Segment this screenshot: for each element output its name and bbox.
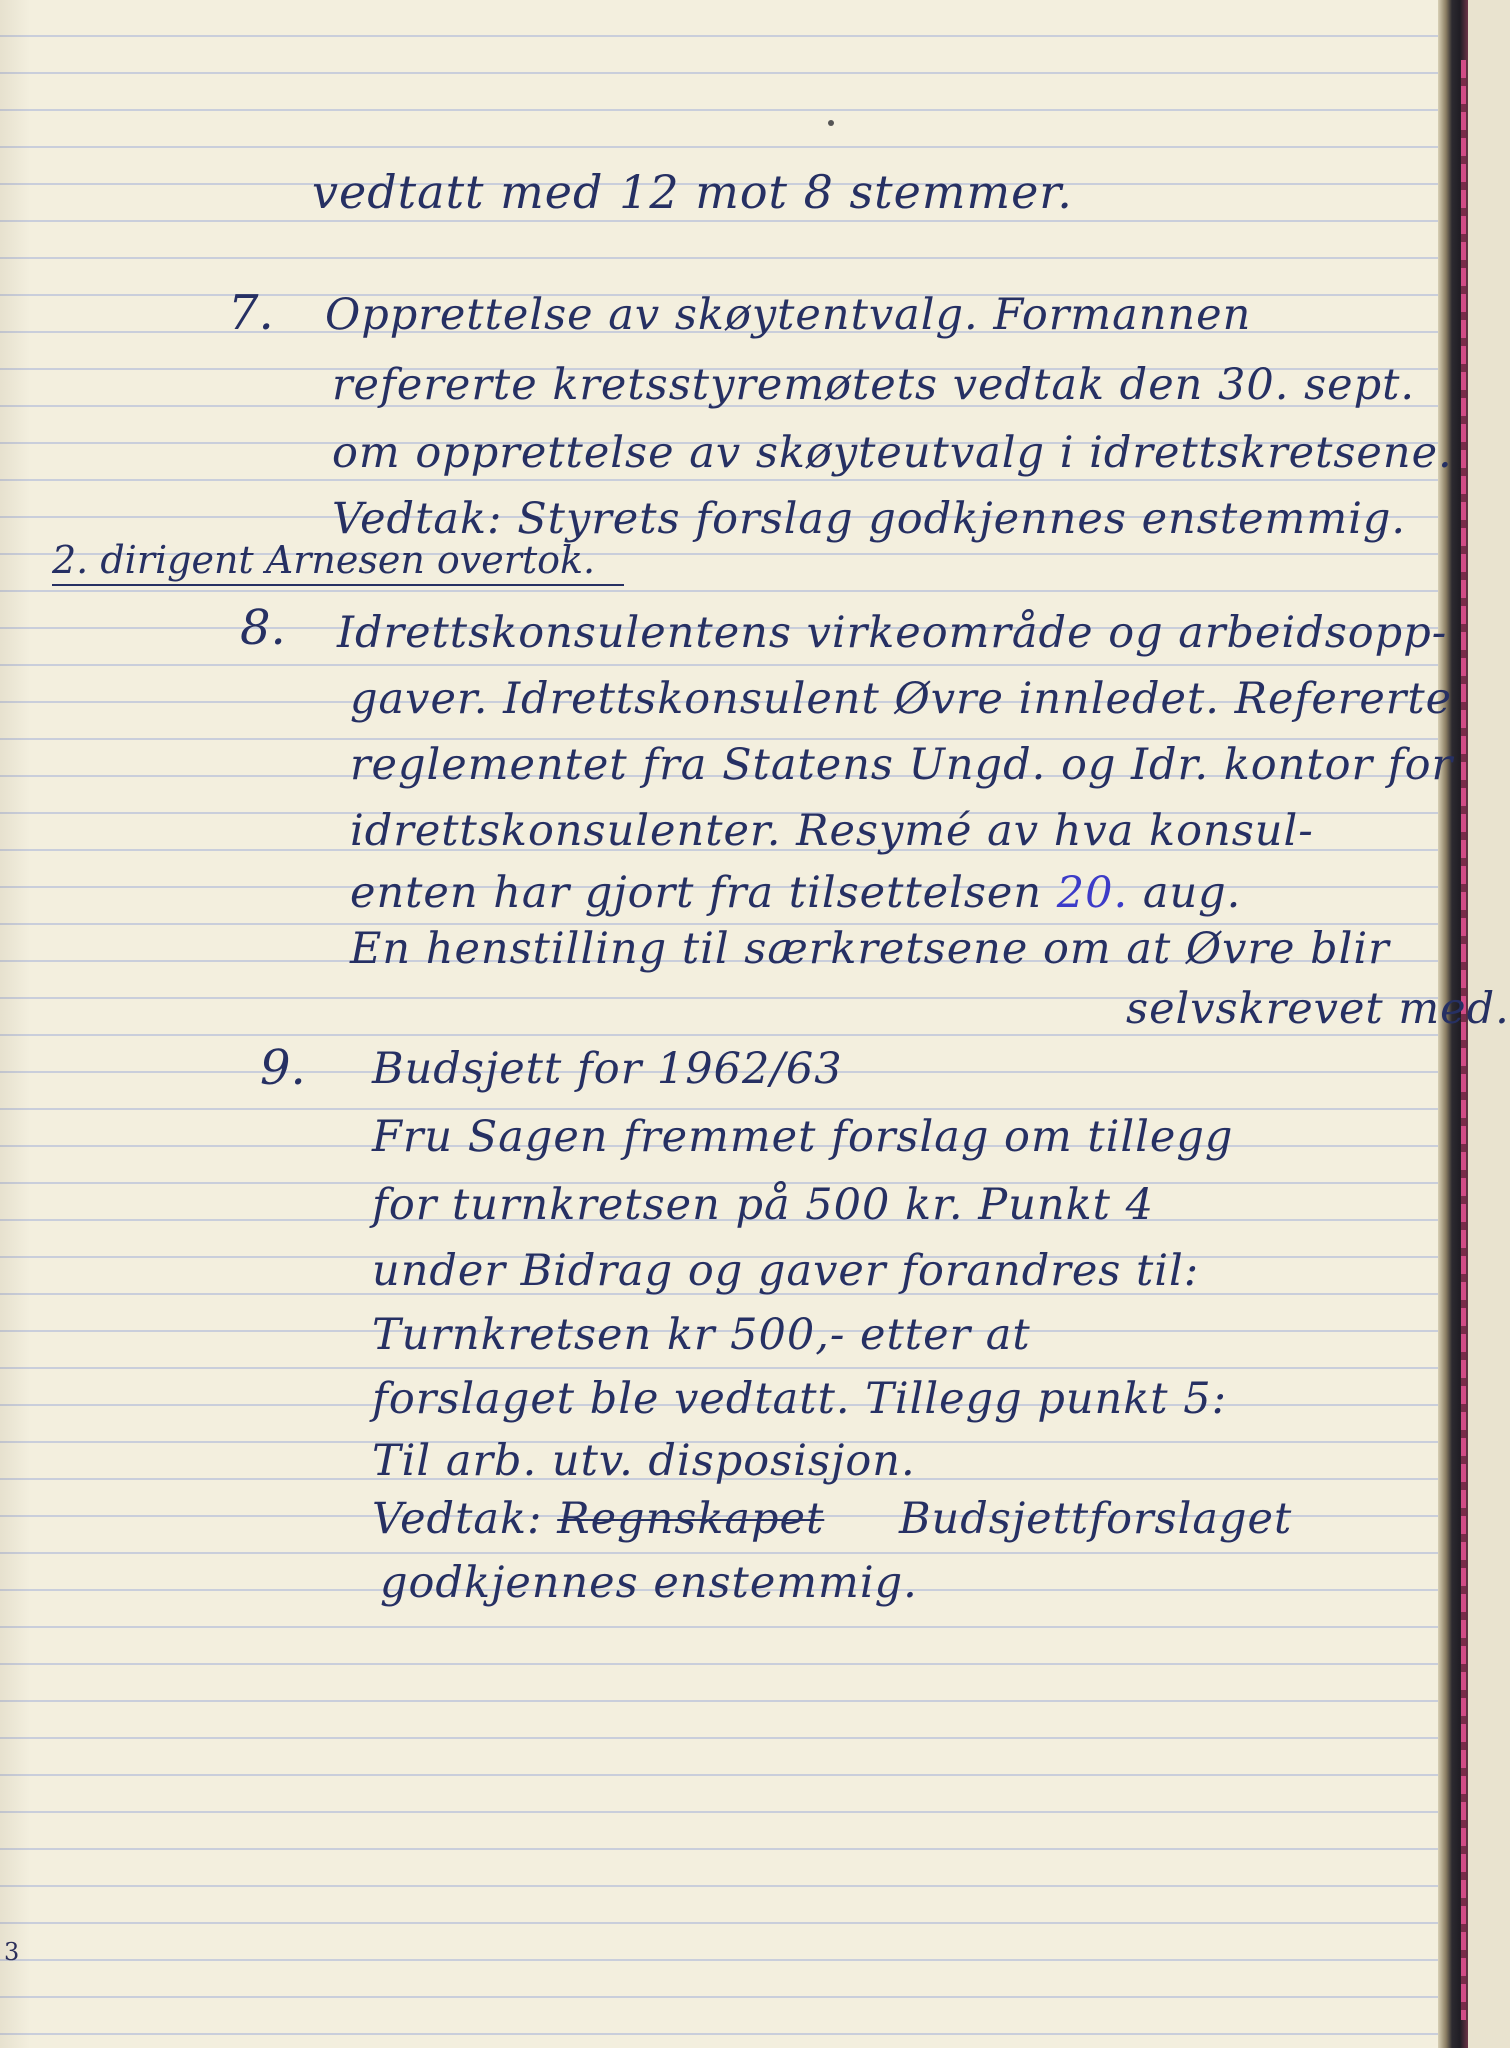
item7-line-2: refererte kretsstyremøtets vedtak den 30. sept. <box>332 360 1416 410</box>
margin-note-underline <box>52 584 624 586</box>
struck-word: Regnskapet <box>557 1494 825 1544</box>
item9-line-1: Budsjett for 1962/63 <box>372 1044 843 1094</box>
item8-number: 8. <box>240 600 286 656</box>
binding-edge <box>1461 60 1466 2020</box>
item7-line-4: Vedtak: Styrets forslag godkjennes enstemmig. <box>332 494 1407 544</box>
item9-line-4: under Bidrag og gaver forandres til: <box>372 1246 1200 1296</box>
margin-note: 2. dirigent Arnesen overtok. <box>52 538 596 582</box>
vedtak-label: Vedtak: <box>372 1494 543 1544</box>
item8-date-correction: 20. <box>1056 868 1129 918</box>
item8-line-5 <box>350 868 1241 918</box>
item8-line-6: En henstilling til særkretsene om at Øvre blir <box>350 924 1390 974</box>
item8-line-5-text: enten har gjort fra tilsettelsen <box>350 868 1043 918</box>
item8-line-5-end: aug. <box>1142 868 1242 918</box>
item8-line-1: Idrettskonsulentens virkeområde og arbeidsopp- <box>337 608 1448 658</box>
item7-line-1: Opprettelse av skøytentvalg. Formannen <box>325 290 1252 340</box>
item8-line-3: reglementet fra Statens Ungd. og Idr. kontor for <box>350 740 1454 790</box>
item8-line-2: gaver. Idrettskonsulent Øvre innledet. Refererte <box>350 674 1453 724</box>
header-line: vedtatt med 12 mot 8 stemmer. <box>312 165 1073 219</box>
item9-line-3: for turnkretsen på 500 kr. Punkt 4 <box>372 1180 1154 1230</box>
item7-number: 7. <box>228 285 274 341</box>
item9-line-2: Fru Sagen fremmet forslag om tillegg <box>372 1112 1234 1162</box>
item7-line-3: om opprettelse av skøyteutvalg i idrettskretsene. <box>332 428 1453 478</box>
item9-number: 9. <box>260 1040 306 1096</box>
margin-mark: 3 <box>4 1938 20 1966</box>
item8-line-4: idrettskonsulenter. Resymé av hva konsul- <box>350 806 1314 856</box>
vedtak-rest: Budsjettforslaget <box>898 1494 1293 1544</box>
ink-dot <box>828 120 834 126</box>
item9-last-line: godkjennes enstemmig. <box>380 1558 918 1608</box>
item9-line-5: Turnkretsen kr 500,- etter at <box>372 1310 1031 1360</box>
item9-line-7: Til arb. utv. disposisjon. <box>372 1436 916 1486</box>
item8-line-7: selvskrevet med. <box>1126 984 1510 1034</box>
item9-line-6: forslaget ble vedtatt. Tillegg punkt 5: <box>372 1374 1228 1424</box>
item9-vedtak-line <box>372 1494 1292 1544</box>
